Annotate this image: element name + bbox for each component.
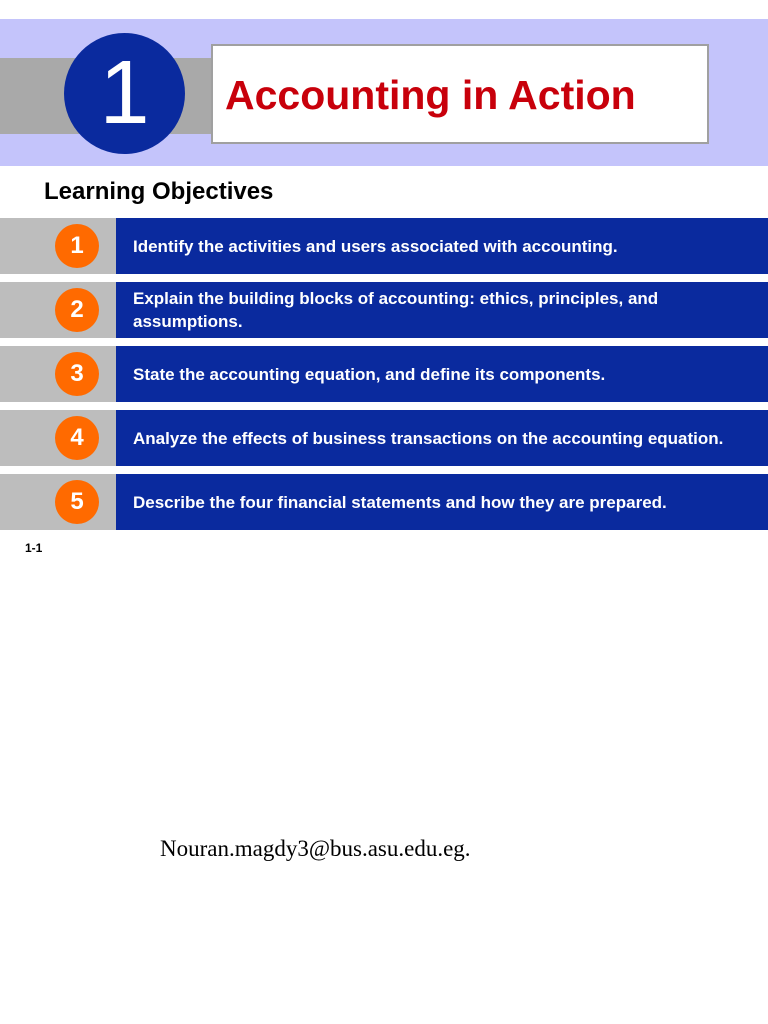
objective-text: Explain the building blocks of accounting: ethics, principles, and assumptions. [133, 289, 659, 331]
objective-number-cell [0, 218, 116, 274]
chapter-number-badge: 1 [64, 33, 185, 154]
objective-number-cell [0, 282, 116, 338]
objective-row-4 [0, 410, 768, 466]
objective-number-cell [0, 346, 116, 402]
objective-number-badge: 5 [55, 480, 99, 524]
objective-text: Describe the four financial statements and how they are prepared. [133, 492, 667, 512]
objective-number-badge: 3 [55, 352, 99, 396]
slide-number: 1-1 [25, 541, 43, 555]
objective-text: State the accounting equation, and define its components. [133, 364, 606, 384]
objective-row-5 [0, 474, 768, 530]
objective-number-badge: 4 [55, 416, 99, 460]
objective-text-cell [116, 346, 768, 402]
objective-number-cell [0, 410, 116, 466]
objective-text-cell [116, 474, 768, 530]
objective-number-badge: 2 [55, 288, 99, 332]
objective-row-2 [0, 282, 768, 338]
objective-text-cell [116, 410, 768, 466]
objective-text: Identify the activities and users associated with accounting. [133, 236, 618, 256]
title-box [211, 44, 709, 144]
objective-text: Analyze the effects of business transactions on the accounting equation. [133, 428, 724, 448]
chapter-title: Accounting in Action [225, 72, 636, 118]
objective-text-cell [116, 218, 768, 274]
objective-number-badge: 1 [55, 224, 99, 268]
objective-text-cell [116, 282, 768, 338]
objective-row-3 [0, 346, 768, 402]
objective-number-cell [0, 474, 116, 530]
objective-row-1 [0, 218, 768, 274]
learning-objectives-heading: Learning Objectives [44, 178, 274, 205]
author-email: Nouran.magdy3@bus.asu.edu.eg. [160, 836, 471, 861]
